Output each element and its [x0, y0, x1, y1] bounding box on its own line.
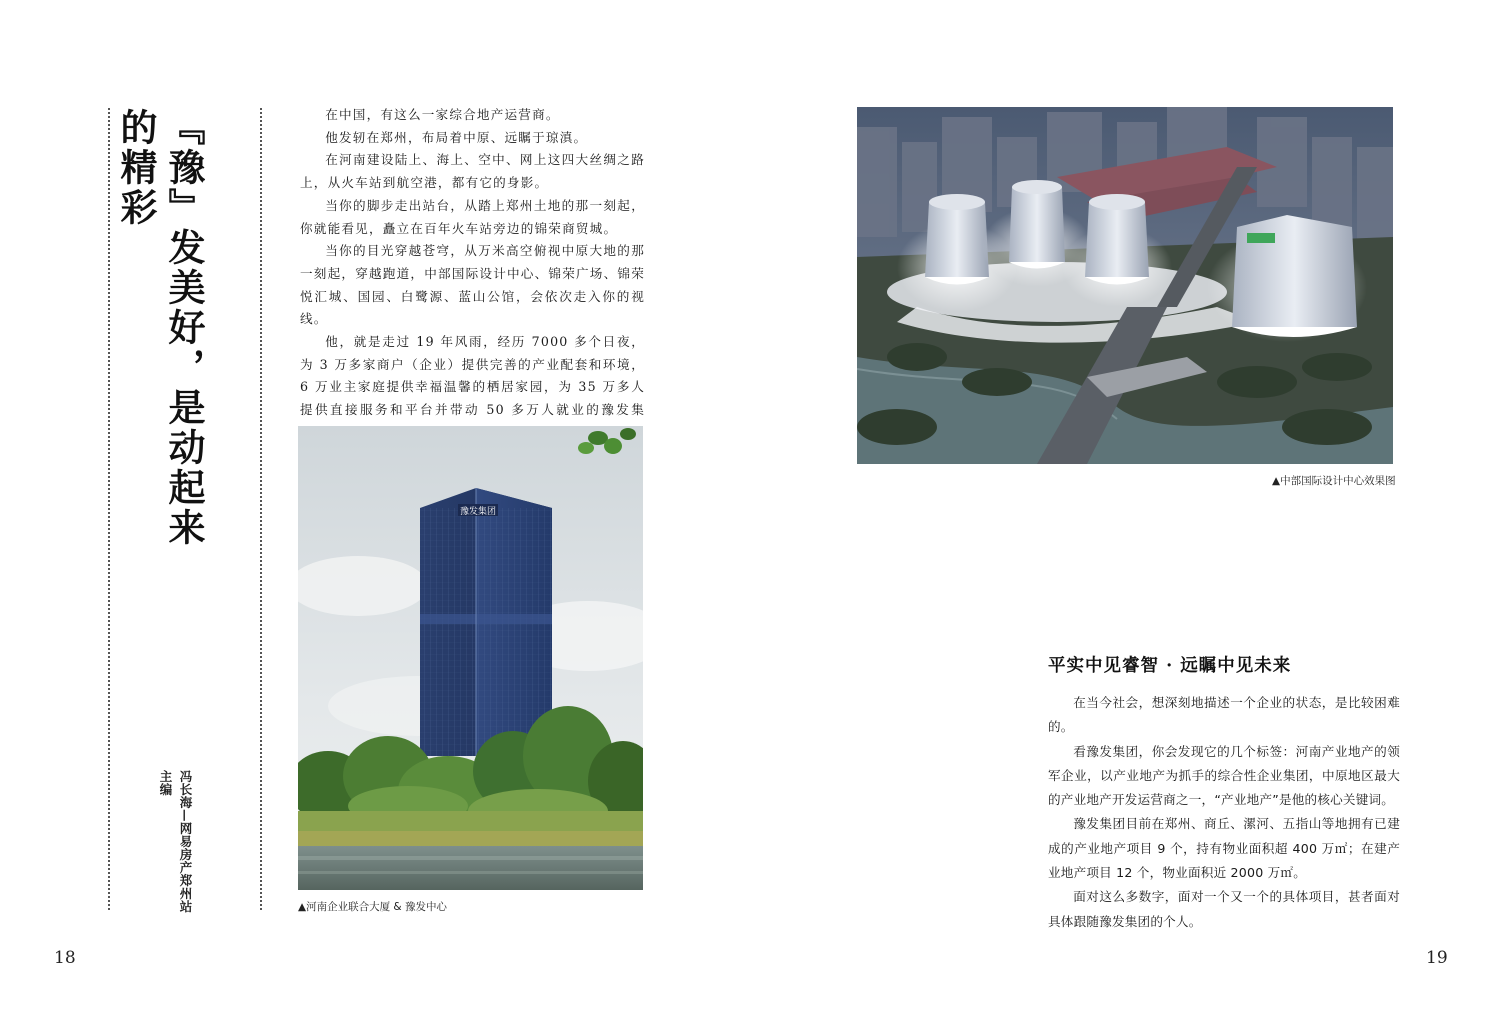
author-byline: 冯长海—网易房产郑州站主编: [158, 770, 193, 913]
page-number-right: 19: [1426, 948, 1448, 968]
body-text: [1048, 691, 1400, 934]
intro-paragraph: 在中国，有这么一家综合地产运营商。: [325, 107, 560, 122]
intro-paragraph: 他，就是走过 19 年风雨，经历 7000 多个日夜，为 3 万多家商户（企业）提供完善的产业配套和环境，6 万业主家庭提供幸福温馨的栖居家园，为 35 万多人提供直接服务和平台并带动 50 多万人就业的豫发集: [300, 334, 645, 418]
intro-paragraph: 当你的脚步走出站台，从踏上郑州土地的那一刻起，你就能看见，矗立在百年火车站旁边的锦荣商贸城。: [300, 197, 645, 236]
intro-paragraph: 他发轫在郑州，布局着中原、远瞩于琼滇。: [325, 129, 588, 145]
section-title: 平实中见睿智 · 远瞩中见未来: [1048, 656, 1292, 676]
body-paragraph: 看豫发集团，你会发现它的几个标签：河南产业地产的领军企业，以产业地产为抓手的综合性企业集团，中原地区最大的产业地产开发运营商之一，“产业地产”是他的核心关键词。: [1048, 743, 1400, 808]
intro-paragraph: 当你的目光穿越苍穹，从万米高空俯视中原大地的那一刻起，穿越跑道，中部国际设计中心、锦荣广场、锦荣悦汇城、国园、白鹭源、蓝山公馆，会依次走入你的视线。: [300, 243, 645, 327]
intro-text: [300, 104, 645, 445]
intro-paragraph: 在河南建设陆上、海上、空中、网上这四大丝绸之路上，从火车站到航空港，都有它的身影。: [300, 152, 645, 191]
body-paragraph: 豫发集团目前在郑州、商丘、漯河、五指山等地拥有已建成的产业地产项目 9 个，持有物业面积超 400 万㎡；在建产业地产项目 12 个，物业面积近 2000 万㎡。: [1048, 816, 1400, 881]
tower-sign-text: 豫发集团: [459, 507, 497, 517]
body-paragraph: 面对这么多数字，面对一个又一个的具体项目，甚者面对具体跟随豫发集团的个人。: [1048, 889, 1400, 929]
design-center-caption: ▲中部国际设计中心效果图: [1272, 475, 1396, 487]
design-center-rendering: [857, 107, 1393, 464]
tower-photo: [298, 426, 643, 890]
column-divider-rule: [260, 108, 262, 910]
page-number-left: 18: [54, 948, 76, 968]
left-margin-rule: [108, 108, 110, 910]
article-title: 『豫』发美好，是动起来的精彩: [114, 108, 206, 548]
body-paragraph: 在当今社会，想深刻地描述一个企业的状态，是比较困难的。: [1048, 695, 1400, 735]
tower-photo-caption: ▲河南企业联合大厦 & 豫发中心: [298, 901, 447, 913]
